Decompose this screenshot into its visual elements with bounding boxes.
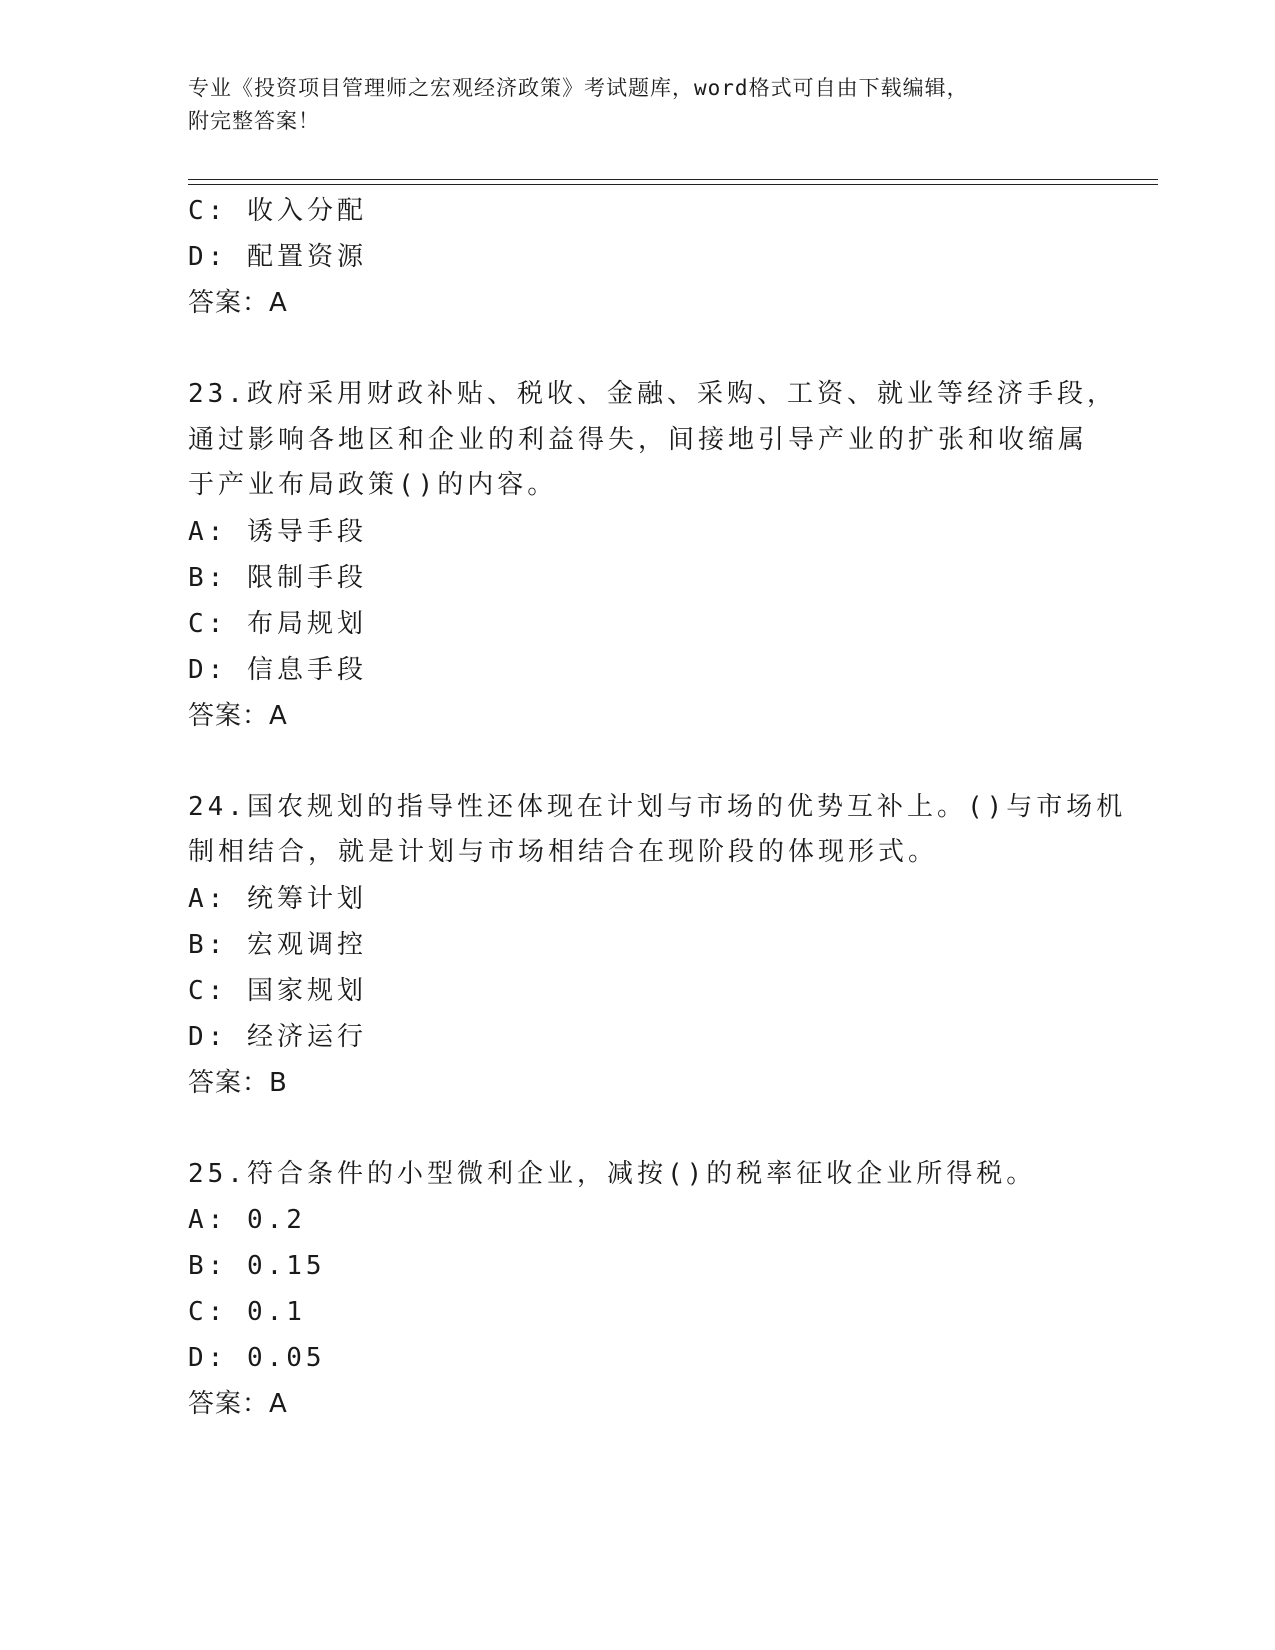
option-c: C: 0.1 [188, 1297, 306, 1327]
option-c: C: 收入分配 [188, 196, 367, 226]
option-b: B: 限制手段 [188, 562, 367, 593]
option-a: A: 诱导手段 [188, 516, 367, 547]
option-d: D: 0.05 [188, 1343, 326, 1373]
option-c: C: 国家规划 [188, 975, 367, 1006]
question-23 [188, 372, 1117, 739]
option-a: A: 统筹计划 [188, 883, 367, 914]
question-stem-line: 25.符合条件的小型微利企业，减按()的税率征收企业所得税。 [188, 1158, 1037, 1189]
question-spacer [188, 326, 1088, 372]
question-24 [188, 785, 1127, 1106]
prev-question-block [188, 188, 1088, 326]
answer-label: 答案：A [188, 288, 288, 318]
option-b: B: 宏观调控 [188, 929, 367, 960]
question-stem-line: 24.国农规划的指导性还体现在计划与市场的优势互补上。()与市场机 [188, 791, 1127, 822]
question-stem-line: 23.政府采用财政补贴、税收、金融、采购、工资、就业等经济手段， [188, 379, 1117, 409]
option-a: A: 0.2 [188, 1205, 306, 1235]
question-spacer [188, 1106, 1088, 1152]
option-b: B: 0.15 [188, 1251, 326, 1281]
question-list [188, 188, 1127, 1427]
option-c: C: 布局规划 [188, 608, 367, 639]
option-d: D: 经济运行 [188, 1021, 367, 1052]
option-d: D: 配置资源 [188, 242, 367, 272]
header-divider-top [188, 179, 1158, 180]
header-line-1: 专业《投资项目管理师之宏观经济政策》考试题库，word格式可自由下载编辑， [188, 76, 969, 100]
question-stem-line: 制相结合，就是计划与市场相结合在现阶段的体现形式。 [188, 837, 939, 867]
question-25 [188, 1152, 1088, 1428]
question-stem-line: 于产业布局政策()的内容。 [188, 470, 558, 500]
answer-label: 答案：B [188, 1067, 288, 1098]
header-divider-bottom [188, 184, 1158, 185]
option-d: D: 信息手段 [188, 654, 367, 685]
answer-label: 答案：A [188, 1389, 288, 1419]
document-header [188, 72, 1068, 138]
answer-label: 答案：A [188, 700, 288, 731]
header-line-2: 附完整答案！ [188, 109, 320, 133]
question-spacer [188, 739, 1088, 785]
question-stem-line: 通过影响各地区和企业的利益得失，间接地引导产业的扩张和收缩属 [188, 424, 1089, 455]
